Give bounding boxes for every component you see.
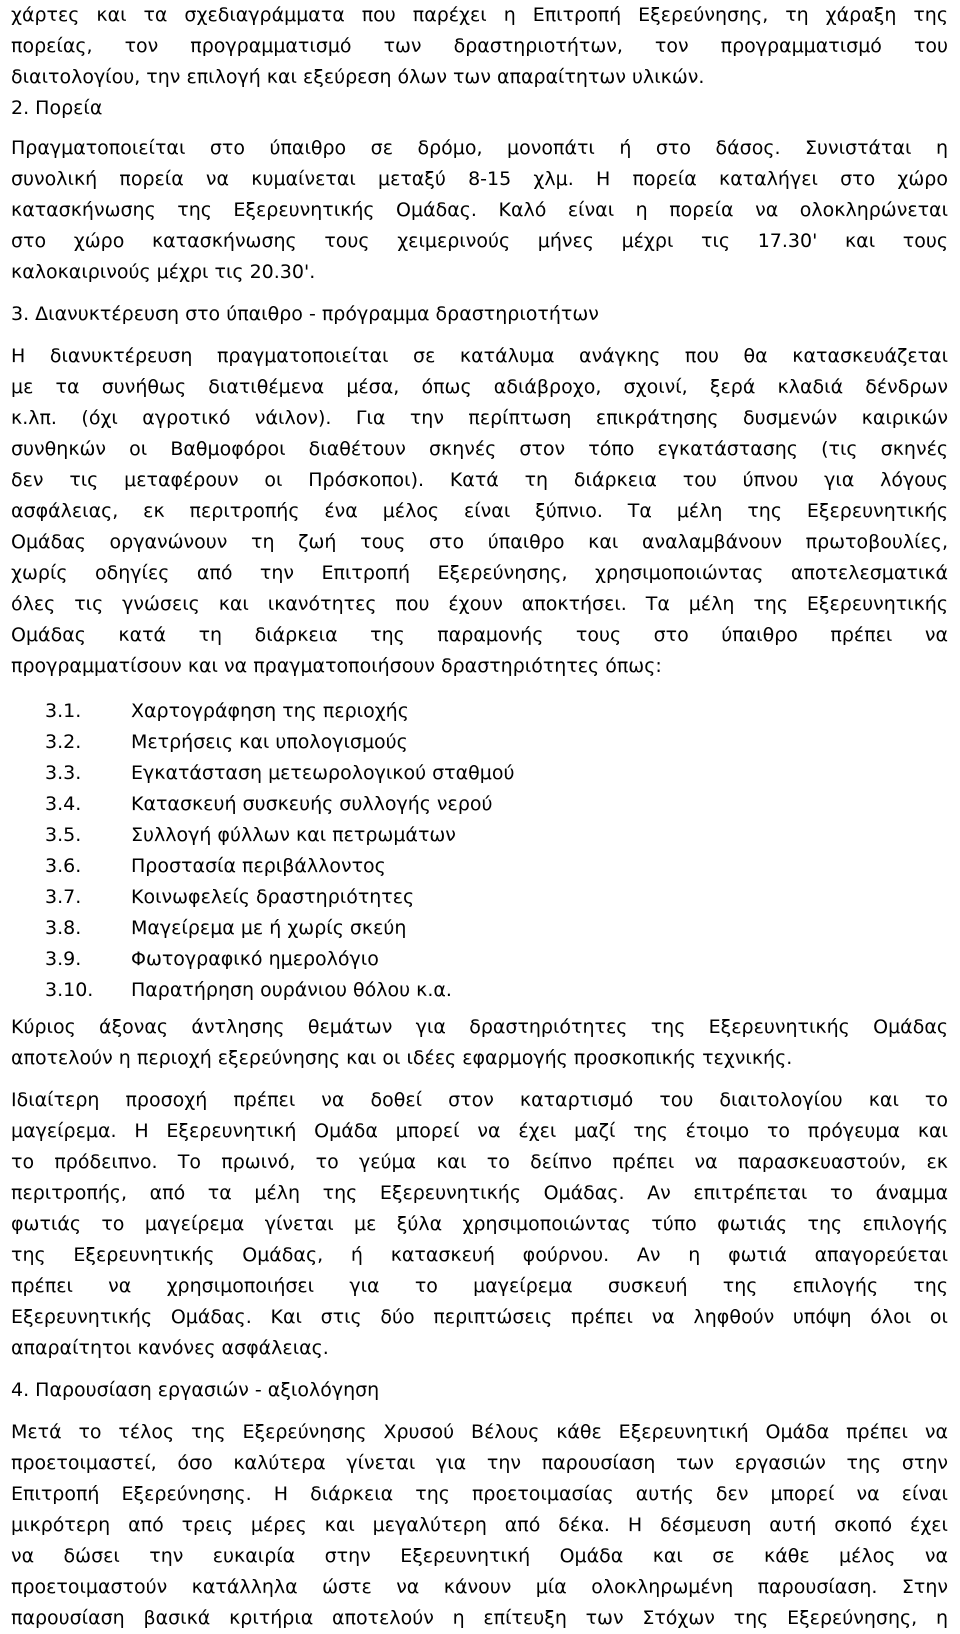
list-item-number: 3.1. [45, 700, 82, 722]
section-3-line: ασφάλειας, εκ περιτροπής ένα μέλος είναι ξύπνιο. Τα μέλη της Εξερευνητικής [11, 500, 948, 522]
food-line: πρέπει να χρησιμοποιήσει για το μαγείρεμα συσκευή της επιλογής της [11, 1275, 948, 1297]
list-item-text: Φωτογραφικό ημερολόγιο [131, 948, 379, 970]
section-3-line: δεν τις μεταφέρουν οι Πρόσκοποι). Κατά τη διάρκεια του ύπνου για λόγους [11, 469, 948, 491]
axis-line: αποτελούν η περιοχή εξερεύνησης και οι ιδέες εφαρμογής προσκοπικής τεχνικής. [11, 1047, 793, 1069]
section-4-heading: 4. Παρουσίαση εργασιών - αξιολόγηση [11, 1379, 380, 1401]
list-item-number: 3.3. [45, 762, 82, 784]
list-item [11, 696, 948, 727]
food-line: απαραίτητοι κανόνες ασφάλειας. [11, 1337, 329, 1359]
list-item [11, 727, 948, 758]
section-4-line: προετοιμαστούν κατάλληλα ώστε να κάνουν μία ολοκληρωμένη παρουσίαση. Στην [11, 1576, 948, 1598]
list-item [11, 913, 948, 944]
section-3-line: όλες τις γνώσεις και ικανότητες που έχουν αποκτήσει. Τα μέλη της Εξερευνητικής [11, 593, 948, 615]
list-item-number: 3.2. [45, 731, 82, 753]
list-item-text: Παρατήρηση ουράνιου θόλου κ.α. [131, 979, 452, 1001]
section-3-line: Ομάδας οργανώνουν τη ζωή τους στο ύπαιθρο και αναλαμβάνουν πρωτοβουλίες, [11, 531, 948, 553]
section-4-line: Επιτροπή Εξερεύνησης. Η διάρκεια της προετοιμασίας αυτής δεν μπορεί να είναι [11, 1483, 948, 1505]
list-item [11, 944, 948, 975]
section-3-line: Η διανυκτέρευση πραγματοποιείται σε κατάλυμα ανάγκης που θα κατασκευάζεται [11, 345, 948, 367]
food-line: Ιδιαίτερη προσοχή πρέπει να δοθεί στον καταρτισμό του διαιτολογίου και το [11, 1089, 948, 1111]
axis-paragraph [11, 1012, 948, 1074]
section-2-heading: 2. Πορεία [11, 97, 103, 119]
food-paragraph [11, 1085, 948, 1364]
list-item-text: Μαγείρεμα με ή χωρίς σκεύη [131, 917, 407, 939]
list-item-text: Εγκατάσταση μετεωρολογικού σταθμού [131, 762, 515, 784]
section-2-line: καλοκαιρινούς μέχρι τις 20.30'. [11, 261, 316, 283]
section-4-line: Μετά το τέλος της Εξερεύνησης Χρυσού Βέλους κάθε Εξερευνητική Ομάδα πρέπει να [11, 1421, 948, 1443]
section-3-line: κ.λπ. (όχι αγροτικό νάιλον). Για την περίπτωση επικράτησης δυσμενών καιρικών [11, 407, 948, 429]
list-item [11, 851, 948, 882]
section-3-line: χωρίς οδηγίες από την Επιτροπή Εξερεύνησης, χρησιμοποιώντας αποτελεσματικά [11, 562, 948, 584]
list-item [11, 789, 948, 820]
section-3-line: συνθηκών οι Βαθμοφόροι διαθέτουν σκηνές στον τόπο εγκατάστασης (τις σκηνές [11, 438, 948, 460]
food-line: περιτροπής, από τα μέλη της Εξερευνητικής Ομάδας. Αν επιτρέπεται το άναμμα [11, 1182, 948, 1204]
list-item-number: 3.6. [45, 855, 82, 877]
list-item-number: 3.9. [45, 948, 82, 970]
food-line: της Εξερευνητικής Ομάδας, ή κατασκευή φούρνου. Αν η φωτιά απαγορεύεται [11, 1244, 948, 1266]
list-item [11, 882, 948, 913]
food-line: μαγείρεμα. Η Εξερευνητική Ομάδα μπορεί να έχει μαζί της έτοιμο το πρόγευμα και [11, 1120, 948, 1142]
list-item-text: Χαρτογράφηση της περιοχής [131, 700, 409, 722]
list-item-text: Μετρήσεις και υπολογισμούς [131, 731, 408, 753]
food-line: το πρόδειπνο. Το πρωινό, το γεύμα και το δείπνο πρέπει να παρασκευαστούν, εκ [11, 1151, 948, 1173]
food-line: φωτιάς το μαγείρεμα γίνεται με ξύλα χρησιμοποιώντας τύπο φωτιάς της επιλογής [11, 1213, 948, 1235]
list-item [11, 820, 948, 851]
list-item-text: Κατασκευή συσκευής συλλογής νερού [131, 793, 493, 815]
list-item-text: Κοινωφελείς δραστηριότητες [131, 886, 415, 908]
section-3-line: Ομάδας κατά τη διάρκεια της παραμονής τους στο ύπαιθρο πρέπει να [11, 624, 948, 646]
section-3-line: με τα συνήθως διατιθέμενα μέσα, όπως αδιάβροχο, σχοινί, ξερά κλαδιά δένδρων [11, 376, 948, 398]
list-item-text: Συλλογή φύλλων και πετρωμάτων [131, 824, 456, 846]
list-item-number: 3.5. [45, 824, 82, 846]
section-2-paragraph [11, 133, 948, 288]
section-2-line: Πραγματοποιείται στο ύπαιθρο σε δρόμο, μονοπάτι ή στο δάσος. Συνιστάται η [11, 137, 948, 159]
list-item [11, 975, 948, 1006]
section-4-line: μικρότερη από τρεις μέρες και μεγαλύτερη από δέκα. Η δέσμευση αυτή σκοπό έχει [11, 1514, 948, 1536]
intro-line: πορείας, τον προγραμματισμό των δραστηριοτήτων, τον προγραμματισμό του [11, 35, 948, 57]
intro-line: χάρτες και τα σχεδιαγράμματα που παρέχει η Επιτροπή Εξερεύνησης, τη χάραξη της [11, 4, 948, 26]
list-item-text: Προστασία περιβάλλοντος [131, 855, 386, 877]
list-item-number: 3.4. [45, 793, 82, 815]
section-4-paragraph [11, 1417, 948, 1634]
section-4-line: να δώσει την ευκαιρία στην Εξερευνητική Ομάδα και σε κάθε μέλος να [11, 1545, 948, 1567]
food-line: Εξερευνητικής Ομάδας. Και στις δύο περιπτώσεις πρέπει να ληφθούν υπόψη όλοι οι [11, 1306, 948, 1328]
section-4-line: παρουσίαση βασικά κριτήρια αποτελούν η επίτευξη των Στόχων της Εξερεύνησης, η [11, 1607, 948, 1629]
list-item-number: 3.10. [45, 979, 94, 1001]
section-3-heading: 3. Διανυκτέρευση στο ύπαιθρο - πρόγραμμα δραστηριοτήτων [11, 303, 599, 325]
axis-line: Κύριος άξονας άντλησης θεμάτων για δραστηριότητες της Εξερευνητικής Ομάδας [11, 1016, 948, 1038]
section-4-line: προετοιμαστεί, όσο καλύτερα γίνεται για την παρουσίαση των εργασιών της στην [11, 1452, 948, 1474]
intro-paragraph [11, 0, 948, 93]
section-2-line: στο χώρο κατασκήνωσης τους χειμερινούς μήνες μέχρι τις 17.30' και τους [11, 230, 948, 252]
section-2-line: συνολική πορεία να κυμαίνεται μεταξύ 8-15 χλμ. Η πορεία καταλήγει στο χώρο [11, 168, 948, 190]
list-item-number: 3.8. [45, 917, 82, 939]
activity-list [11, 696, 948, 1006]
list-item-number: 3.7. [45, 886, 82, 908]
section-2-line: κατασκήνωσης της Εξερευνητικής Ομάδας. Καλό είναι η πορεία να ολοκληρώνεται [11, 199, 948, 221]
list-item [11, 758, 948, 789]
section-3-line: προγραμματίσουν και να πραγματοποιήσουν δραστηριότητες όπως: [11, 655, 662, 677]
intro-line: διαιτολογίου, την επιλογή και εξεύρεση όλων των απαραίτητων υλικών. [11, 66, 705, 88]
section-3-paragraph [11, 341, 948, 682]
